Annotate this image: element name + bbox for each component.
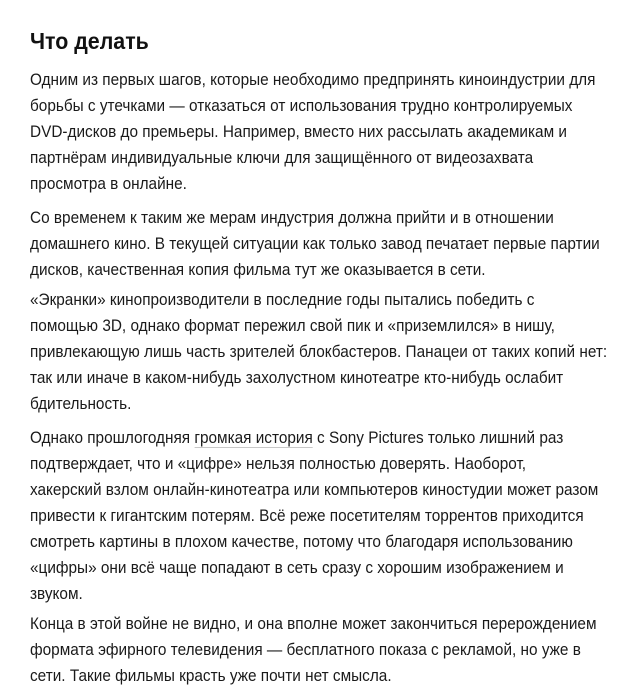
text-line: бдительность.	[30, 395, 132, 413]
text: Однако прошлогодняя	[30, 429, 195, 447]
text-line: борьбы с утечками — отказаться от использования трудно контролируемых	[30, 97, 573, 115]
text: с Sony Pictures только лишний раз	[312, 429, 564, 447]
text-line: «цифры» они всё чаще попадают в сеть сразу с хорошим изображением и	[30, 559, 564, 577]
paragraph-3	[30, 287, 607, 417]
text-line: так или иначе в каком-нибудь захолустном кинотеатре кто-нибудь ослабит	[30, 369, 564, 387]
text-line: Конца в этой войне не видно, и она вполне может закончиться перерождением	[30, 615, 597, 633]
text-line: смотреть картины в плохом качестве, потому что благодаря использованию	[30, 533, 573, 551]
paragraph-1	[30, 67, 595, 197]
text-line: звуком.	[30, 585, 83, 603]
text-line: «Экранки» кинопроизводители в последние годы пытались победить с	[30, 291, 535, 309]
paragraph-2	[30, 205, 600, 283]
section-heading: Что делать	[30, 28, 149, 54]
text-line: DVD-дисков до премьеры. Например, вместо них рассылать академикам и	[30, 123, 567, 141]
text-line: помощью 3D, однако формат пережил свой пик и «приземлился» в нишу,	[30, 317, 555, 335]
text-line: хакерский взлом онлайн-кинотеатра или компьютеров киностудии может разом	[30, 481, 599, 499]
text-line: Со временем к таким же мерам индустрия должна прийти и в отношении	[30, 209, 554, 227]
text-line: домашнего кино. В текущей ситуации как только завод печатает первые партии	[30, 235, 600, 253]
text-line: партнёрам индивидуальные ключи для защищённого от видеозахвата	[30, 149, 534, 167]
text-line: привлекающую лишь часть зрителей блокбастеров. Панацеи от таких копий нет:	[30, 343, 608, 361]
text-line: Одним из первых шагов, которые необходимо предпринять киноиндустрии для	[30, 71, 596, 89]
text-line: дисков, качественная копия фильма тут же оказывается в сети.	[30, 261, 486, 279]
paragraph-5	[30, 611, 597, 689]
text-line	[30, 425, 598, 451]
article-link[interactable]: громкая история	[194, 429, 313, 447]
text-line: привести к гигантским потерям. Всё реже посетителям торрентов приходится	[30, 507, 584, 525]
text-line: сети. Такие фильмы красть уже почти нет смысла.	[30, 667, 392, 685]
paragraph-4	[30, 425, 598, 607]
text-line: просмотра в онлайне.	[30, 175, 187, 193]
text-line: формата эфирного телевидения — бесплатного показа с рекламой, но уже в	[30, 641, 581, 659]
text-line: подтверждает, что и «цифре» нельзя полностью доверять. Наоборот,	[30, 455, 527, 473]
